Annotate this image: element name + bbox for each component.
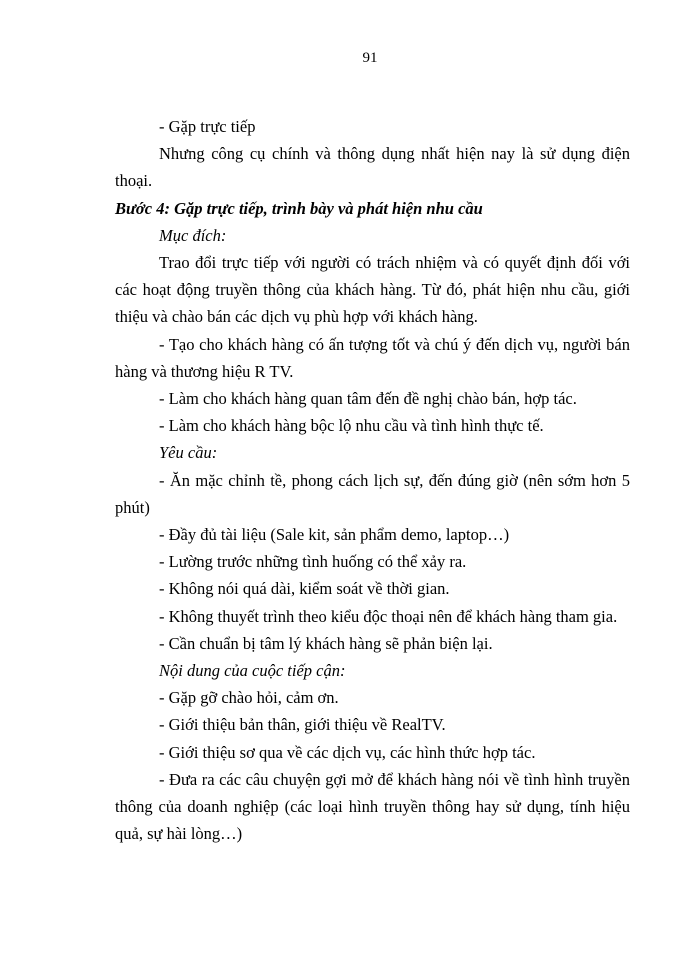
bullet-documents: - Đầy đủ tài liệu (Sale kit, sản phẩm demo, laptop…): [159, 525, 510, 545]
page-number: 91: [362, 50, 378, 66]
subheading-purpose: Mục đích:: [159, 225, 227, 245]
bullet-time-control: - Không nói quá dài, kiểm soát về thời gian.: [159, 579, 450, 599]
bullet-dress: - Ăn mặc chỉnh tề, phong cách lịch sự, đến đúng giờ (nên sớm hơn 5 phút): [115, 470, 630, 517]
subheading-approach-content: Nội dung của cuộc tiếp cận:: [159, 661, 346, 681]
paragraph-purpose: Trao đổi trực tiếp với người có trách nhiệm và có quyết định đối với các hoạt động truyền thông của khách hàng. Từ đó, phát hiện nhu cầu, giới thiệu và chào bán các dịch vụ phù hợp với khách hàng.: [115, 253, 630, 327]
bullet-anticipate: - Lường trước những tình huống có thể xảy ra.: [159, 552, 467, 572]
bullet-impression: - Tạo cho khách hàng có ấn tượng tốt và chú ý đến dịch vụ, người bán hàng và thương hiệu R TV.: [115, 334, 630, 381]
paragraph-bullet-gap-truc-tiep: - Gặp trực tiếp: [159, 117, 256, 136]
bullet-rebuttal: - Cần chuẩn bị tâm lý khách hàng sẽ phản biện lại.: [159, 633, 493, 653]
bullet-no-monologue: - Không thuyết trình theo kiểu độc thoại nên để khách hàng tham gia.: [159, 606, 618, 626]
bullet-greeting: - Gặp gỡ chào hỏi, cảm ơn.: [159, 688, 339, 708]
bullet-introduce-self: - Giới thiệu bản thân, giới thiệu về RealTV.: [159, 715, 446, 735]
subheading-requirements: Yêu cầu:: [159, 443, 218, 463]
paragraph-main-tool: Nhưng công cụ chính và thông dụng nhất hiện nay là sử dụng điện thoại.: [115, 144, 630, 191]
bullet-open-stories: - Đưa ra các câu chuyện gợi mở để khách hàng nói về tình hình truyền thông của doanh nghiệp (các loại hình truyền thông hay sử dụng, tính hiệu quả, sự hài lòng…): [115, 769, 630, 844]
bullet-introduce-services: - Giới thiệu sơ qua về các dịch vụ, các hình thức hợp tác.: [159, 742, 536, 762]
document-body: [115, 113, 630, 847]
bullet-reveal-needs: - Làm cho khách hàng bộc lộ nhu cầu và tình hình thực tế.: [159, 416, 544, 436]
section-heading-step-4: Bước 4: Gặp trực tiếp, trình bày và phát hiện nhu cầu: [115, 198, 483, 218]
bullet-interest: - Làm cho khách hàng quan tâm đến đề nghị chào bán, hợp tác.: [159, 389, 577, 409]
